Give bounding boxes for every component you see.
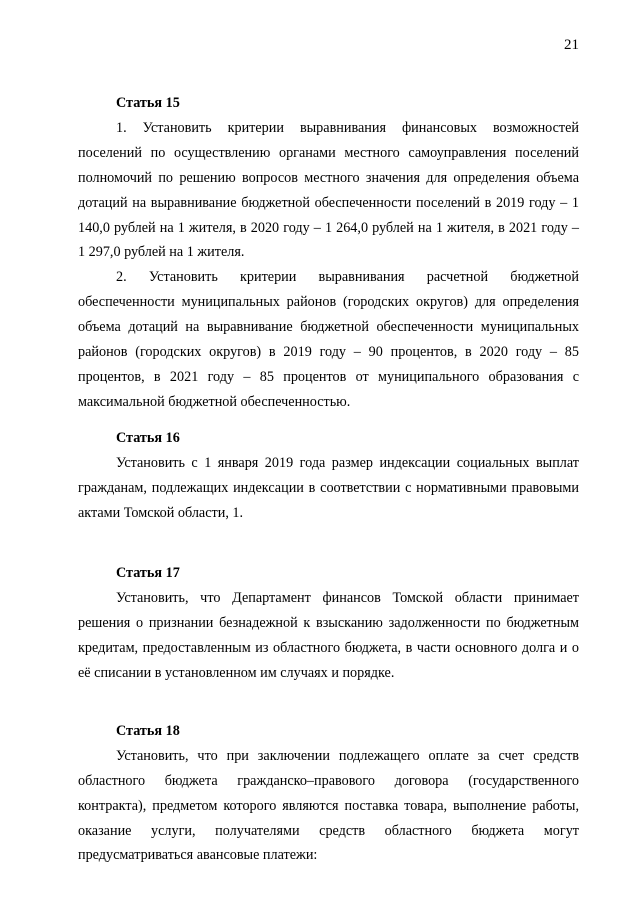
article-paragraph: Установить с 1 января 2019 года размер индексации социальных выплат гражданам, подлежащих индексации в соответствии с нормативными правовыми актами Томской области, 1. [78, 454, 579, 521]
article-18 [78, 719, 579, 868]
article-heading: Статья 18 [116, 722, 180, 739]
document-body [78, 91, 579, 868]
article-16 [78, 426, 579, 526]
article-heading: Статья 17 [116, 565, 180, 582]
article-17 [78, 561, 579, 686]
page-number: 21 [564, 37, 579, 53]
article-paragraph: Установить, что при заключении подлежащего оплате за счет средств областного бюджета гражданско–правового договора (государственного контракта), предметом которого являются поставка товара, выполнение работы, оказание услуги, получателями средств областного бюджета могут предусматриваться авансовые платежи: [78, 747, 579, 864]
article-paragraph: 1. Установить критерии выравнивания финансовых возможностей поселений по осуществлению органами местного самоуправления поселений полномочий по решению вопросов местного значения для определения объема дотаций на выравнивание бюджетной обеспеченности поселений в 2019 году – 1 140,0 рублей на 1 жителя, в 2020 году – 1 264,0 рублей на 1 жителя, в 2021 году – 1 297,0 рублей на 1 жителя. [78, 119, 579, 261]
article-paragraph: 2. Установить критерии выравнивания расчетной бюджетной обеспеченности муниципальных районов (городских округов) для определения объема дотаций на выравнивание бюджетной обеспеченности муниципальных районов (городских округов) в 2019 году – 90 процентов, в 2020 году – 85 процентов, в 2021 году – 85 процентов от муниципального образования с максимальной бюджетной обеспеченностью. [78, 269, 579, 410]
article-heading: Статья 16 [116, 429, 180, 446]
article-heading: Статья 15 [116, 95, 180, 111]
article-15 [78, 91, 579, 415]
article-paragraph: Установить, что Департамент финансов Томской области принимает решения о признании безнадежной к взысканию задолженности по бюджетным кредитам, предоставленным из областного бюджета, в части основного долга и о её списании в установленном им случаях и порядке. [78, 590, 579, 682]
